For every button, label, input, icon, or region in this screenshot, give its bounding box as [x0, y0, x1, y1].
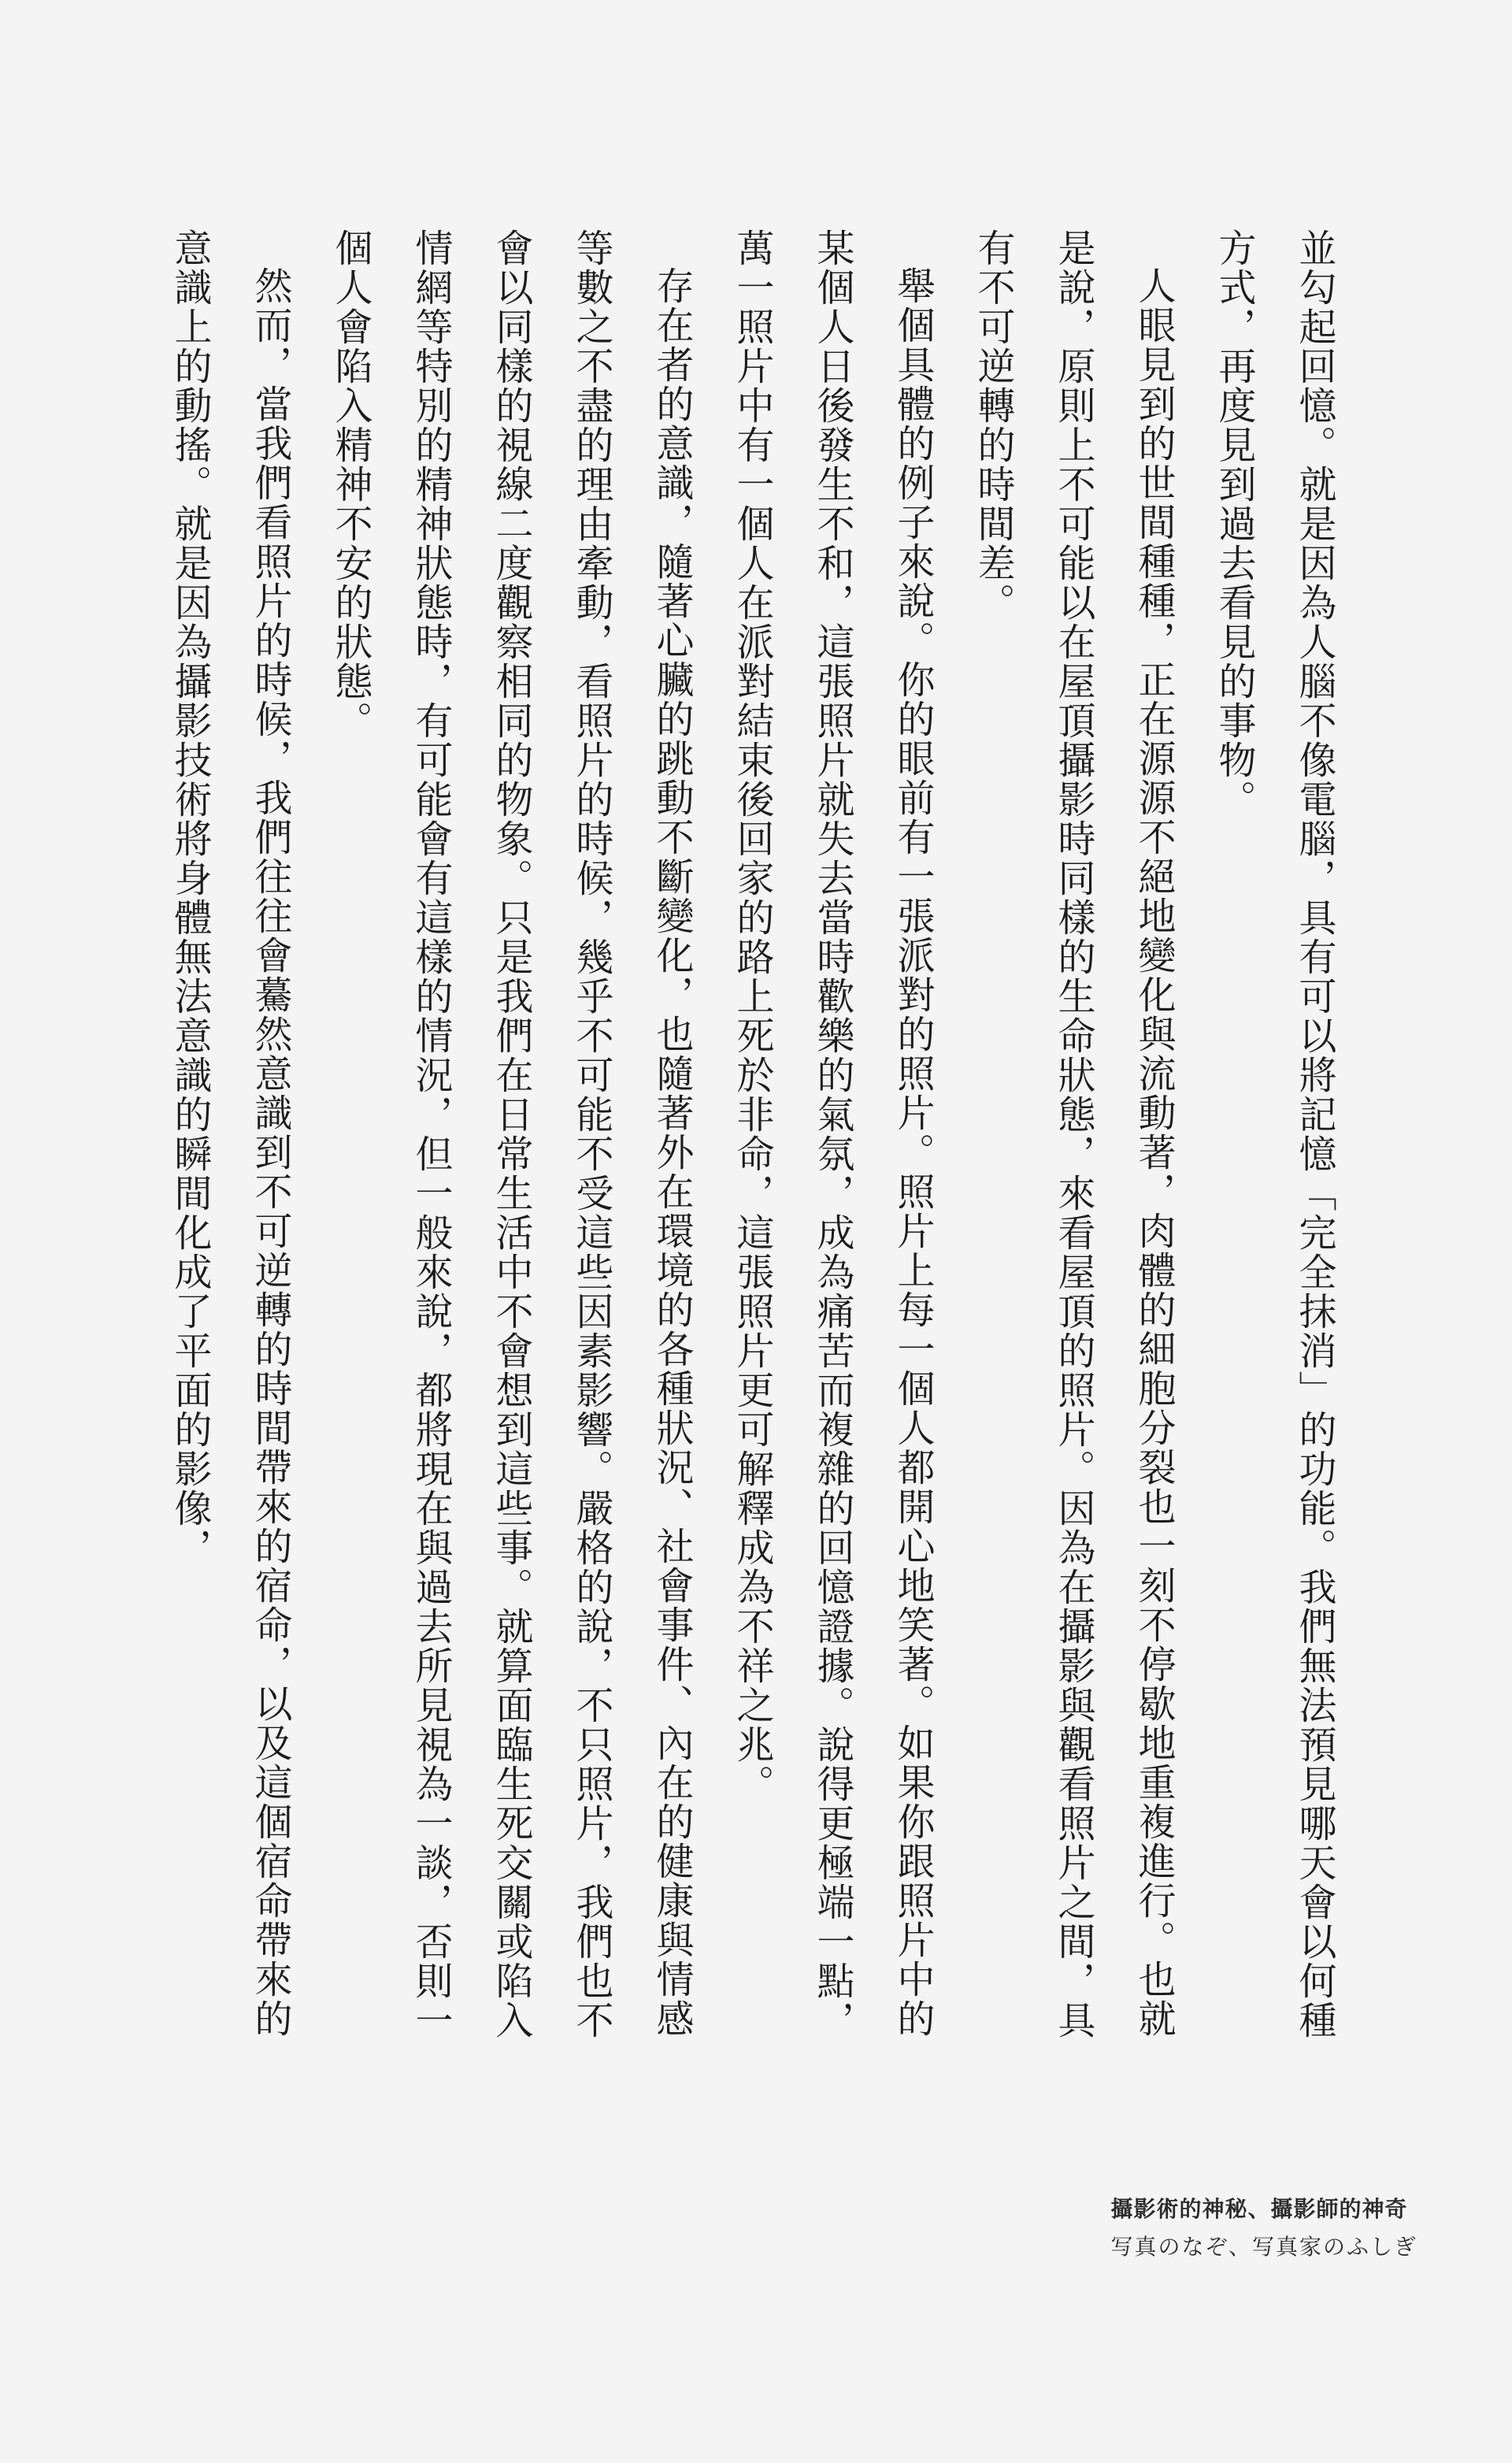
footer-title-chinese: 攝影術的神秘、攝影師的神奇 — [1110, 2196, 1408, 2222]
paragraph-4: 存在者的意識，隨著心臟的跳動不斷變化，也隨著外在環境的各種狀況、社會事件、內在的健康與情感等數之不盡的理由牽動，看照片的時候，幾乎不可能不受這些因素影響。嚴格的說，不只照片，我們也不會以同樣的視線二度觀察相同的物象。只是我們在日常生活中不會想到這些事。就算面臨生死交關或陷入情網等特別的精神狀態時，有可能會有這樣的情況，但一般來說，都將現在與過去所見視為一談，否則一個人會陷入精神不安的狀態。 — [328, 228, 694, 2040]
paragraph-1: 並勾起回憶。就是因為人腦不像電腦，具有可以將記憶「完全抹消」的功能。我們無法預見哪天會以何種方式，再度見到過去看見的事物。 — [1212, 228, 1336, 2040]
vertical-text-body — [150, 228, 1354, 2056]
footer-title-japanese: 写真のなぞ、写真家のふしぎ — [1110, 2234, 1418, 2260]
paragraph-5: 然而，當我們看照片的時候，我們往往會驀然意識到不可逆轉的時間帶來的宿命，以及這個宿命帶來的意識上的動搖。就是因為攝影技術將身體無法意識的瞬間化成了平面的影像， — [168, 228, 292, 2038]
paragraph-2: 人眼見到的世間種種，正在源源不絕地變化與流動著，肉體的細胞分裂也一刻不停歇地重複進行。也就是說，原則上不可能以在屋頂攝影時同樣的生命狀態，來看屋頂的照片。因為在攝影與觀看照片之間，具有不可逆轉的時間差。 — [971, 228, 1176, 2040]
running-footer — [1111, 2194, 1418, 2269]
paragraph-3: 舉個具體的例子來說。你的眼前有一張派對的照片。照片上每一個人都開心地笑著。如果你跟照片中的某個人日後發生不和，這張照片就失去當時歡樂的氣氛，成為痛苦而複雜的回憶證據。說得更極端一點，萬一照片中有一個人在派對結束後回家的路上死於非命，這張照片更可解釋成為不祥之兆。 — [730, 228, 935, 2040]
